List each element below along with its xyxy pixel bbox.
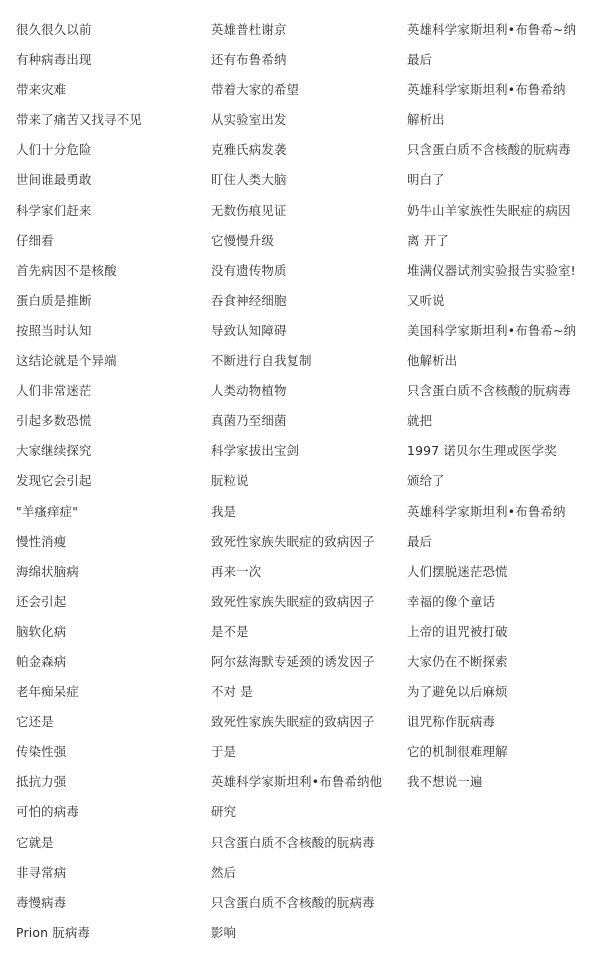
lyric-line: 无数伤痕见证 <box>211 202 287 218</box>
lyric-line: 克雅氏病发袭 <box>211 142 287 158</box>
lyric-line: 人们摆脱迷茫恐慌 <box>407 563 508 579</box>
lyric-line: 又听说 <box>407 292 445 308</box>
lyric-line: 非寻常病 <box>16 864 67 880</box>
lyric-line: 导致认知障碍 <box>211 322 287 338</box>
lyric-line: 只含蛋白质不含核酸的朊病毒 <box>407 142 571 158</box>
lyric-line: 解析出 <box>407 112 445 128</box>
lyric-line: 他解析出 <box>407 353 458 369</box>
lyric-line: 只含蛋白质不含核酸的朊病毒 <box>211 894 375 910</box>
lyric-line: 抵抗力强 <box>16 774 67 790</box>
lyric-line: 人们非常迷茫 <box>16 383 92 399</box>
lyric-line: 为了避免以后麻烦 <box>407 684 508 700</box>
lyric-line: 慢性消瘦 <box>16 533 67 549</box>
lyric-line: 它还是 <box>16 714 54 730</box>
lyric-line: 首先病因不是核酸 <box>16 262 117 278</box>
lyric-line: 朊粒说 <box>211 473 249 489</box>
lyric-line: 研究 <box>211 804 237 820</box>
lyric-line: 科学家们赶来 <box>16 202 92 218</box>
lyric-line: 它就是 <box>16 834 54 850</box>
lyric-line: 只含蛋白质不含核酸的朊病毒 <box>407 383 571 399</box>
lyric-line: 于是 <box>211 744 237 760</box>
lyric-line: 还会引起 <box>16 593 67 609</box>
lyric-line: 老年痴呆症 <box>16 684 79 700</box>
lyric-line: 科学家拔出宝剑 <box>211 443 300 459</box>
lyric-line: 传染性强 <box>16 744 67 760</box>
lyrics-column-2 <box>211 20 397 953</box>
lyric-line: 带来了痛苦又找寻不见 <box>16 112 142 128</box>
lyric-line: 堆满仪器试剂实验报告实验室! <box>407 262 576 278</box>
lyric-line: 人类动物植物 <box>211 383 287 399</box>
lyric-line: 诅咒称作朊病毒 <box>407 714 496 730</box>
lyric-line: 是不是 <box>211 623 249 639</box>
lyric-line: 我是 <box>211 503 237 519</box>
lyric-line: 只含蛋白质不含核酸的朊病毒 <box>211 834 375 850</box>
lyric-line: 带来灾难 <box>16 82 67 98</box>
lyric-line: 从实验室出发 <box>211 112 287 128</box>
lyric-line: 影响 <box>211 924 237 940</box>
lyric-line: 不断进行自我复制 <box>211 353 312 369</box>
lyric-line: 英雄普杜谢京 <box>211 22 287 37</box>
lyric-line: 它慢慢升级 <box>211 232 274 248</box>
lyric-line: 英雄科学家斯坦利•布鲁希纳 <box>407 503 566 519</box>
lyric-line: 离 开了 <box>407 232 449 248</box>
lyric-line: 我不想说一遍 <box>407 774 483 790</box>
lyric-line: 再来一次 <box>211 563 262 579</box>
lyric-line: 1997 诺贝尔生理或医学奖 <box>407 443 557 459</box>
lyric-line: 有种病毒出现 <box>16 52 92 68</box>
lyric-line: 它的机制很难理解 <box>407 744 508 760</box>
lyric-line: 奶牛山羊家族性失眠症的病因 <box>407 202 571 218</box>
lyric-line: 可怕的病毒 <box>16 804 79 820</box>
lyric-line: 英雄科学家斯坦利•布鲁希纳他 <box>211 774 383 790</box>
lyric-line: 不对 是 <box>211 684 253 700</box>
lyric-line: 最后 <box>407 533 433 549</box>
lyric-line: 盯住人类大脑 <box>211 172 287 188</box>
lyric-line: 大家继续探究 <box>16 443 92 459</box>
lyric-line: 海绵状脑病 <box>16 563 79 579</box>
lyric-line: 引起多数恐慌 <box>16 413 92 429</box>
lyric-line: 致死性家族失眠症的致病因子 <box>211 533 375 549</box>
lyric-line: 最后 <box>407 52 433 68</box>
lyric-line: 带着大家的希望 <box>211 82 300 98</box>
lyric-line: 吞食神经细胞 <box>211 292 287 308</box>
lyric-line: 阿尔兹海默专延颈的诱发因子 <box>211 653 375 669</box>
lyric-line: 上帝的诅咒被打破 <box>407 623 508 639</box>
lyric-line: 世间谁最勇敢 <box>16 172 92 188</box>
lyric-line: 人们十分危险 <box>16 142 92 158</box>
lyric-line: 美国科学家斯坦利•布鲁希~纳 <box>407 322 577 338</box>
lyric-line: 就把 <box>407 413 433 429</box>
lyric-line: 脑软化病 <box>16 623 67 639</box>
lyric-line: 颁给了 <box>407 473 445 489</box>
lyrics-column-3 <box>407 20 595 802</box>
lyric-line: 还有布鲁希纳 <box>211 52 287 68</box>
lyric-line: 英雄科学家斯坦利•布鲁希~纳 <box>407 22 577 37</box>
lyrics-column-1 <box>16 20 196 953</box>
lyric-line: 大家仍在不断探索 <box>407 653 508 669</box>
lyric-line: 真菌乃至细菌 <box>211 413 287 429</box>
lyric-line: 没有遗传物质 <box>211 262 287 278</box>
lyric-line: 帕金森病 <box>16 653 67 669</box>
lyric-line: 毒慢病毒 <box>16 894 67 910</box>
lyric-line: Prion 朊病毒 <box>16 924 91 940</box>
lyric-line: 英雄科学家斯坦利•布鲁希纳 <box>407 82 566 98</box>
lyric-line: 仔细看 <box>16 232 54 248</box>
lyric-line: 然后 <box>211 864 237 880</box>
lyric-line: 幸福的像个童话 <box>407 593 496 609</box>
lyric-line: 按照当时认知 <box>16 322 92 338</box>
lyric-line: 这结论就是个异端 <box>16 353 117 369</box>
lyric-line: 明白了 <box>407 172 445 188</box>
lyric-line: "羊瘙痒症" <box>16 503 79 519</box>
lyric-line: 蛋白质是推断 <box>16 292 92 308</box>
lyric-line: 致死性家族失眠症的致病因子 <box>211 593 375 609</box>
lyric-line: 致死性家族失眠症的致病因子 <box>211 714 375 730</box>
lyric-line: 发现它会引起 <box>16 473 92 489</box>
lyric-line: 很久很久以前 <box>16 22 92 37</box>
